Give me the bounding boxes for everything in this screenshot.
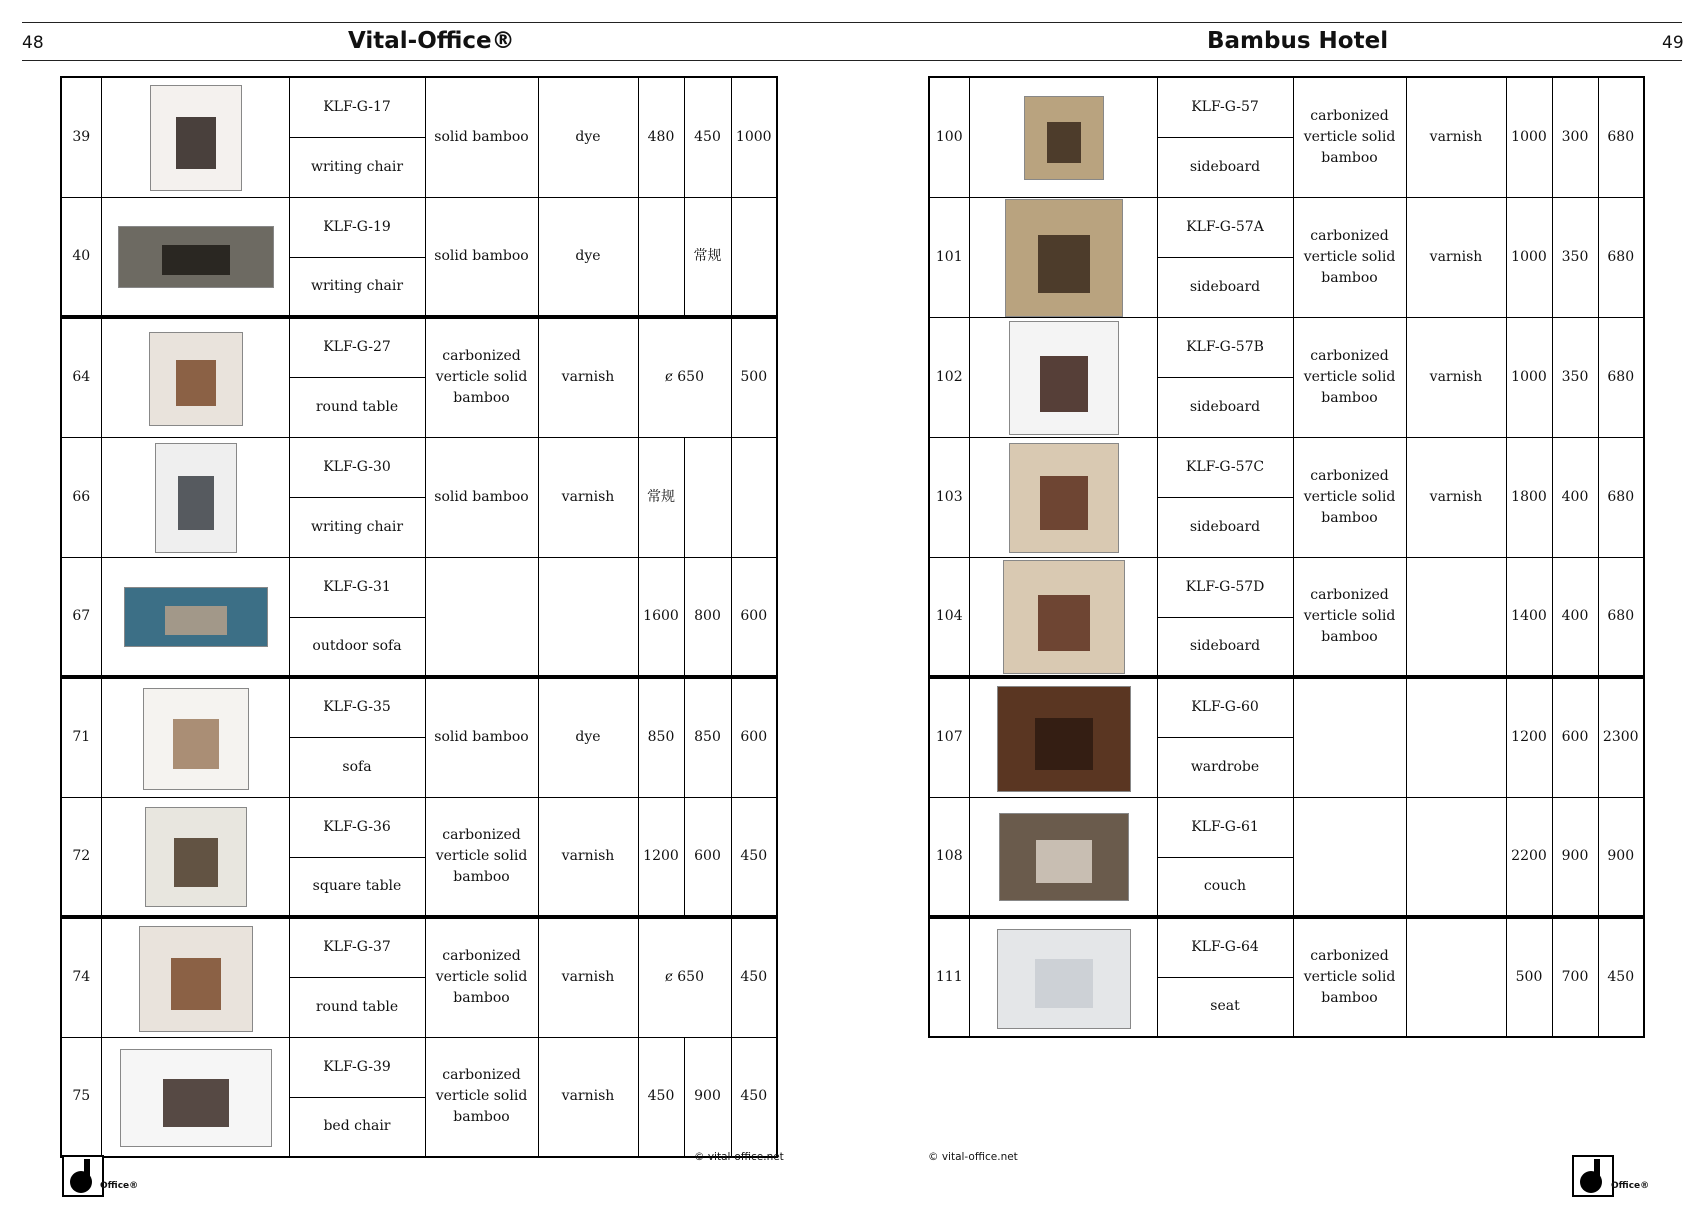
dimension-width: 1800 [1506,437,1552,557]
product-shape [1047,122,1081,163]
right-catalog-table [928,76,1645,1038]
chair-photo-icon [155,443,237,553]
table-row [61,557,777,617]
dimension-depth: 常规 [684,197,731,317]
finish: varnish [538,917,638,1037]
dimension-depth: 600 [1552,677,1598,797]
wardrobe-photo-icon [997,686,1131,792]
dimension-width: 1200 [638,797,684,917]
product-shape [1040,476,1088,530]
dimension-width: 1000 [1506,317,1552,437]
product-name: seat [1157,977,1293,1037]
finish: varnish [1406,317,1506,437]
item-number: 64 [61,317,101,437]
table-row [61,677,777,737]
vital-office-logo-right [1572,1155,1614,1197]
material [1293,677,1406,797]
header-rule-bottom [22,60,1682,61]
dimension-depth: 450 [684,77,731,197]
product-image-cell [969,797,1157,917]
material: solid bamboo [425,437,538,557]
product-code: KLF-G-61 [1157,797,1293,857]
chair-dimension-icon [150,85,242,191]
dimension-depth: 900 [1552,797,1598,917]
dimension-width: 450 [638,1037,684,1157]
product-image-cell [101,197,289,317]
product-code: KLF-G-39 [289,1037,425,1097]
finish: dye [538,77,638,197]
product-name: sideboard [1157,497,1293,557]
product-name: sideboard [1157,377,1293,437]
dimension-width: 1400 [1506,557,1552,677]
item-number: 74 [61,917,101,1037]
product-image-cell [101,437,289,557]
left-page-number: 48 [22,33,44,53]
product-name: sideboard [1157,257,1293,317]
dimension-height: 600 [731,557,777,677]
sideboard-lamp-photo-icon [1003,560,1125,674]
material: carbonized verticle solid bamboo [1293,917,1406,1037]
item-number: 103 [929,437,969,557]
table-row [929,77,1644,137]
product-name: sideboard [1157,617,1293,677]
left-copyright: © vital-office.net [694,1151,784,1163]
product-shape [1035,718,1093,770]
dimension-width: 850 [638,677,684,797]
outdoor-sofa-photo-icon [124,587,268,647]
dimension-height [731,437,777,557]
left-catalog-table [60,76,778,1158]
finish [1406,917,1506,1037]
dimension-width: 480 [638,77,684,197]
couch-photo-icon [999,813,1129,901]
product-image-cell [101,677,289,797]
item-number: 102 [929,317,969,437]
product-image-cell [969,917,1157,1037]
product-name: sideboard [1157,137,1293,197]
finish: dye [538,677,638,797]
product-code: KLF-G-57B [1157,317,1293,377]
armchair-photo-icon [143,688,249,790]
product-code: KLF-G-31 [289,557,425,617]
product-code: KLF-G-36 [289,797,425,857]
material: carbonized verticle solid bamboo [1293,197,1406,317]
dimension-height: 450 [731,797,777,917]
table-row [61,437,777,497]
product-shape [165,606,227,635]
item-number: 104 [929,557,969,677]
product-code: KLF-G-37 [289,917,425,977]
product-shape [1036,840,1092,883]
product-image-cell [101,1037,289,1157]
material: carbonized verticle solid bamboo [425,797,538,917]
dimension-depth: 350 [1552,197,1598,317]
table-row [929,557,1644,617]
product-shape [174,838,218,887]
left-page-title: Vital-Office® [348,28,515,54]
product-shape [1035,959,1093,1008]
dimension-depth: 700 [1552,917,1598,1037]
dimension-depth: 600 [684,797,731,917]
material: carbonized verticle solid bamboo [1293,437,1406,557]
dimension-depth: 400 [1552,437,1598,557]
material [1293,797,1406,917]
finish: varnish [538,317,638,437]
material: carbonized verticle solid bamboo [1293,557,1406,677]
product-code: KLF-G-57D [1157,557,1293,617]
product-image-cell [101,557,289,677]
dimension-depth: 850 [684,677,731,797]
product-shape [178,476,213,530]
dimension-depth: 400 [1552,557,1598,677]
product-name: round table [289,377,425,437]
table-row [61,797,777,857]
finish: varnish [1406,437,1506,557]
vital-office-logo-left [62,1155,104,1197]
product-image-cell [101,797,289,917]
diameter: ȼ 650 [638,917,731,1037]
dimension-height: 600 [731,677,777,797]
sideboard-lamp-photo-icon [1009,443,1119,553]
material: solid bamboo [425,197,538,317]
dimension-height: 680 [1598,197,1644,317]
table-row [61,317,777,377]
dimension-width: 1000 [1506,197,1552,317]
dimension-height: 2300 [1598,677,1644,797]
finish [538,557,638,677]
finish: varnish [1406,197,1506,317]
product-image-cell [101,917,289,1037]
finish [1406,557,1506,677]
material: carbonized verticle solid bamboo [425,917,538,1037]
product-name: writing chair [289,257,425,317]
table-row [929,677,1644,737]
table-row [61,197,777,257]
diameter: ȼ 650 [638,317,731,437]
item-number: 67 [61,557,101,677]
item-number: 40 [61,197,101,317]
finish: dye [538,197,638,317]
dimension-height: 500 [731,317,777,437]
material: solid bamboo [425,677,538,797]
product-shape [163,1079,229,1127]
material: solid bamboo [425,77,538,197]
finish: varnish [538,797,638,917]
product-shape [1038,235,1089,293]
item-number: 66 [61,437,101,557]
product-image-cell [969,437,1157,557]
product-shape [176,360,216,406]
dimension-height: 450 [1598,917,1644,1037]
item-number: 75 [61,1037,101,1157]
product-name: writing chair [289,497,425,557]
item-number: 111 [929,917,969,1037]
dimension-depth: 300 [1552,77,1598,197]
item-number: 107 [929,677,969,797]
product-code: KLF-G-57C [1157,437,1293,497]
right-page-title: Bambus Hotel [1207,28,1389,54]
dimension-width: 常规 [638,437,684,557]
console-table-photo-icon [1009,321,1119,435]
table-row [929,917,1644,977]
product-image-cell [969,317,1157,437]
dimension-height: 450 [731,1037,777,1157]
product-image-cell [969,197,1157,317]
item-number: 71 [61,677,101,797]
dimension-height: 680 [1598,437,1644,557]
chair-set-photo-icon [118,226,274,288]
header-rule-top [22,22,1682,23]
product-name: wardrobe [1157,737,1293,797]
right-copyright: © vital-office.net [928,1151,1018,1163]
dimension-height: 680 [1598,557,1644,677]
product-image-cell [969,677,1157,797]
product-name: bed chair [289,1097,425,1157]
item-number: 72 [61,797,101,917]
bench-photo-icon [120,1049,272,1147]
product-code: KLF-G-57A [1157,197,1293,257]
product-image-cell [969,77,1157,197]
table-row [61,77,777,137]
product-image-cell [969,557,1157,677]
sideboard-photo-icon [1005,199,1123,317]
dimension-depth [684,437,731,557]
round-table-photo-icon [139,926,253,1032]
finish [1406,797,1506,917]
material: carbonized verticle solid bamboo [1293,317,1406,437]
right-page-number: 49 [1662,33,1684,53]
dimension-height: 1000 [731,77,777,197]
product-shape [162,245,230,275]
product-code: KLF-G-60 [1157,677,1293,737]
dimension-height: 680 [1598,317,1644,437]
material: carbonized verticle solid bamboo [1293,77,1406,197]
dimension-height [731,197,777,317]
dimension-width: 2200 [1506,797,1552,917]
product-name: couch [1157,857,1293,917]
finish: varnish [538,1037,638,1157]
table-row [61,917,777,977]
product-shape [173,719,219,769]
product-code: KLF-G-19 [289,197,425,257]
product-code: KLF-G-57 [1157,77,1293,137]
product-name: writing chair [289,137,425,197]
product-code: KLF-G-30 [289,437,425,497]
product-image-cell [101,77,289,197]
product-shape [1040,356,1088,412]
product-name: sofa [289,737,425,797]
table-row [929,317,1644,377]
product-shape [1038,595,1091,651]
table-row [61,1037,777,1097]
finish: varnish [538,437,638,557]
product-name: square table [289,857,425,917]
logo-text-left: Office® [100,1181,139,1191]
item-number: 39 [61,77,101,197]
dimension-height: 900 [1598,797,1644,917]
product-code: KLF-G-35 [289,677,425,737]
finish: varnish [1406,77,1506,197]
dimension-depth: 800 [684,557,731,677]
material [425,557,538,677]
cube-seat-photo-icon [997,929,1131,1029]
dimension-height: 450 [731,917,777,1037]
table-row [929,197,1644,257]
product-code: KLF-G-27 [289,317,425,377]
dimension-depth: 350 [1552,317,1598,437]
table-row [929,437,1644,497]
item-number: 101 [929,197,969,317]
finish [1406,677,1506,797]
product-name: outdoor sofa [289,617,425,677]
product-code: KLF-G-64 [1157,917,1293,977]
product-shape [171,958,220,1010]
product-image-cell [101,317,289,437]
product-shape [176,117,216,169]
dimension-height: 680 [1598,77,1644,197]
dimension-width: 1600 [638,557,684,677]
sideboard-photo-icon [1024,96,1104,180]
logo-text-right: Office® [1611,1181,1650,1191]
dimension-width [638,197,684,317]
item-number: 108 [929,797,969,917]
material: carbonized verticle solid bamboo [425,317,538,437]
dimension-width: 500 [1506,917,1552,1037]
product-code: KLF-G-17 [289,77,425,137]
dimension-width: 1000 [1506,77,1552,197]
table-row [929,797,1644,857]
round-table-photo-icon [149,332,243,426]
item-number: 100 [929,77,969,197]
dimension-depth: 900 [684,1037,731,1157]
square-table-photo-icon [145,807,247,907]
dimension-width: 1200 [1506,677,1552,797]
material: carbonized verticle solid bamboo [425,1037,538,1157]
product-name: round table [289,977,425,1037]
